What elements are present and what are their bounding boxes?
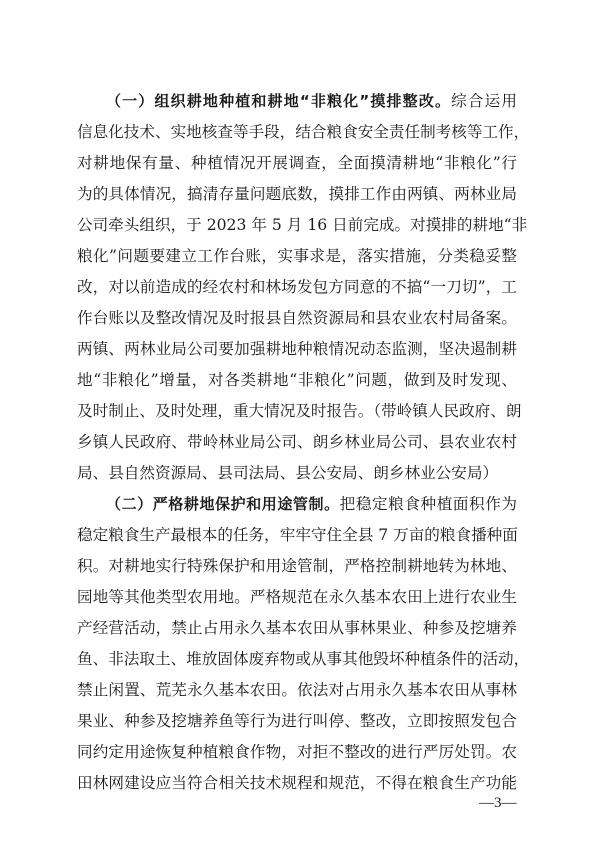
section2-line: 禁止闲置、荒芜永久基本农田。依法对占用永久基本农田从事林 (77, 681, 517, 699)
section1-line: 为的具体情况，搞清存量问题底数，摸排工作由两镇、两林业局 (77, 185, 517, 203)
section1-line: 信息化技术、实地核查等手段，结合粮食安全责任制考核等工作， (77, 123, 530, 141)
section1-line: 作台账以及整改情况及时报县自然资源局和县农业农村局备案。 (77, 309, 517, 327)
section2-line: 园地等其他类型农用地。严格规范在永久基本农田上进行农业生 (77, 588, 517, 606)
section1-line: 及时制止、及时处理，重大情况及时报告。（带岭镇人民政府、朗 (77, 402, 522, 420)
section1-line: 公司牵头组织，于 2023 年 5 月 16 日前完成。对摸排的耕地“非 (77, 216, 528, 234)
section1-line: 乡镇人民政府、带岭林业局公司、朗乡林业局公司、县农业农村 (77, 433, 517, 451)
section2-heading: （二）严格耕地保护和用途管制。 (106, 495, 340, 513)
section1-line: 局、县自然资源局、县司法局、县公安局、朗乡林业公安局） (77, 464, 499, 482)
section1-line: 地“非粮化”增量，对各类耕地“非粮化”问题，做到及时发现、 (77, 371, 517, 389)
section1-line: 改，对以前造成的经农村和林场发包方同意的不搞“一刀切”，工 (77, 278, 517, 296)
section2-line: 积。对耕地实行特殊保护和用途管制，严格控制耕地转为林地、 (77, 557, 517, 575)
section1-line: 粮化”问题要建立工作台账，实事求是，落实措施，分类稳妥整 (77, 247, 517, 265)
section1-heading: （一）组织耕地种植和耕地“非粮化”摸排整改。 (106, 92, 452, 110)
page-number: —3— (479, 795, 517, 811)
section2-line: 产经营活动，禁止占用永久基本农田从事林果业、种参及挖塘养 (77, 619, 517, 637)
section2-line: 果业、种参及挖塘养鱼等行为进行叫停、整改，立即按照发包合 (77, 712, 517, 730)
section2-line: 同约定用途恢复种植粮食作物，对拒不整改的进行严厉处罚。农 (77, 743, 517, 761)
section1-line: 两镇、两林业局公司要加强耕地种粮情况动态监测，坚决遏制耕 (77, 340, 517, 358)
section2-line: 田林网建设应当符合相关技术规程和规范，不得在粮食生产功能 (77, 774, 517, 792)
section2-first-line (106, 491, 517, 517)
section2-line: 把稳定粮食种植面积作为 (339, 495, 517, 513)
section1-first-line (106, 88, 517, 114)
section1-line: 对耕地保有量、种植情况开展调查，全面摸清耕地“非粮化”行 (77, 154, 517, 172)
section2-line: 鱼、非法取土、堆放固体废弃物或从事其他毁坏种植条件的活动， (77, 650, 530, 668)
section2-line: 稳定粮食生产最根本的任务，牢牢守住全县 7 万亩的粮食播种面 (77, 526, 518, 544)
section1-line: 综合运用 (451, 92, 517, 110)
